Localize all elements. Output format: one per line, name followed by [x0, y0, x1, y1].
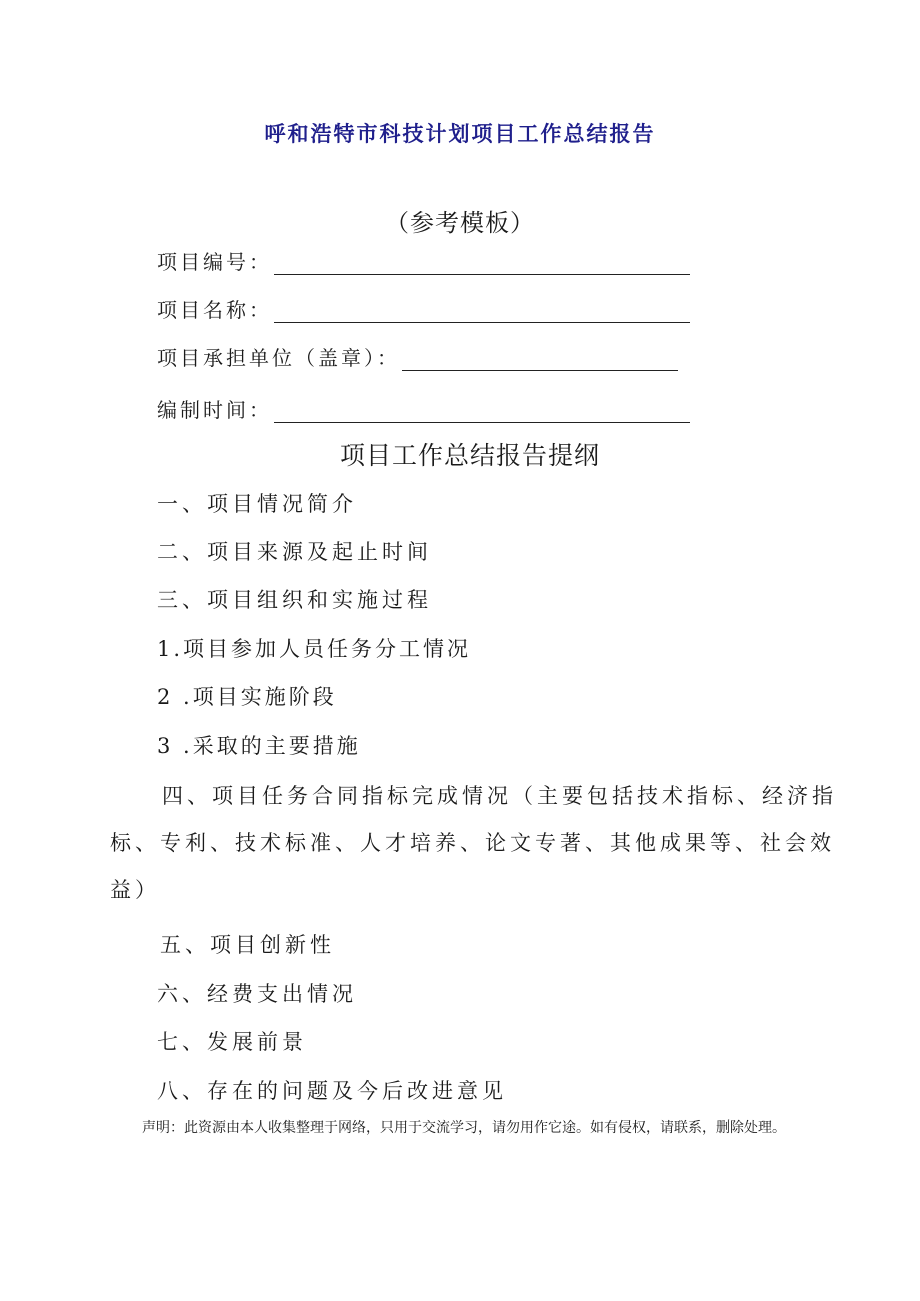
- outline-subitem-3: 3 .采取的主要措施: [157, 734, 361, 758]
- field-label: 项目名称：: [157, 298, 272, 322]
- outline-item-6: 六、经费支出情况: [157, 982, 357, 1006]
- document-title: 呼和浩特市科技计划项目工作总结报告: [264, 122, 656, 146]
- outline-item-5: 五、项目创新性: [160, 933, 335, 957]
- fill-in-line: [274, 252, 690, 275]
- field-label: 编制时间：: [157, 398, 272, 422]
- outline-item-7: 七、发展前景: [157, 1030, 307, 1054]
- outline-title: 项目工作总结报告提纲: [339, 441, 600, 470]
- field-project-number: [157, 246, 690, 275]
- field-compile-date: [157, 394, 690, 423]
- disclaimer-notice: 声明：此资源由本人收集整理于网络，只用于交流学习，请勿用作它途。如有侵权，请联系，删除处理。: [142, 1120, 786, 1136]
- fill-in-line: [274, 300, 690, 323]
- document-subtitle: （参考模板）: [385, 209, 535, 237]
- outline-item-2: 二、项目来源及起止时间: [157, 540, 432, 564]
- field-undertaking-unit: [157, 342, 678, 371]
- fill-in-line: [274, 400, 690, 423]
- outline-item-3: 三、项目组织和实施过程: [157, 588, 432, 612]
- outline-item-1: 一、项目情况简介: [157, 492, 357, 516]
- field-label: 项目编号：: [157, 250, 272, 274]
- outline-item-8: 八、存在的问题及今后改进意见: [157, 1079, 507, 1103]
- outline-item-4: 四、项目任务合同指标完成情况（主要包括技术指标、经济指标、专利、技术标准、人才培养、论文专著、其他成果等、社会效益）: [110, 784, 837, 902]
- outline-subitem-1: 1.项目参加人员任务分工情况: [157, 637, 472, 661]
- fill-in-line: [402, 348, 678, 371]
- field-project-name: [157, 294, 690, 323]
- field-label: 项目承担单位（盖章）：: [157, 346, 400, 370]
- outline-subitem-2: 2 .项目实施阶段: [157, 685, 337, 709]
